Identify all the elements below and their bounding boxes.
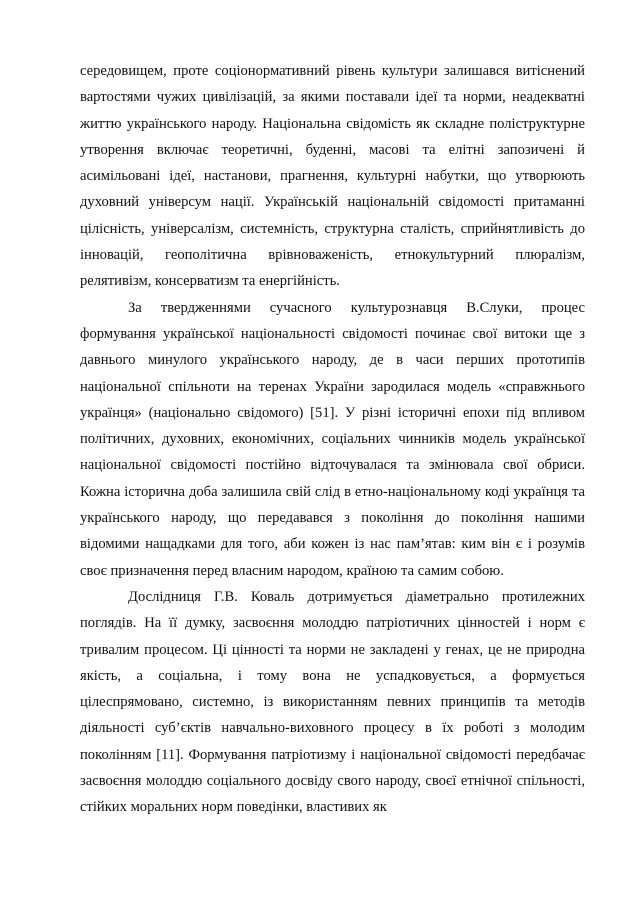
paragraph-1: середовищем, проте соціонормативний рівень культури залишався витіснений вартостями чужих цивілізацій, за якими поставали ідеї та норми, неадекватні життю українського народу. Національна свідомість як складне поліструктурне утворення включає теоретичні, буденні, масові та елітні запозичені й асимільовані ідеї, настанови, прагнення, культурні набутки, що утворюють духовний універсум нації. Українській національній свідомості притаманні цілісність, універсалізм, системність, структурна сталість, сприйнятливість до інновацій, геополітична врівноваженість, етнокультурний плюралізм, релятивізм, консерватизм та енергійність.: [80, 63, 585, 290]
paragraph-3: Дослідниця Г.В. Коваль дотримується діаметрально протилежних поглядів. На її думку, засвоєння молоддю патріотичних цінностей і норм є тривалим процесом. Ці цінності та норми не закладені у генах, це не природна якість, а соціальна, і тому вона не успадковується, а формується цілеспрямовано, системно, із використанням певних принципів та методів діяльності суб’єктів навчально-виховного процесу в їх роботі з молодим поколінням [11]. Формування патріотизму і національної свідомості передбачає засвоєння молоддю соціального досвіду свого народу, своєї етнічної спільності, стійких моральних норм поведінки, властивих як: [80, 588, 585, 816]
paragraph-2: За твердженнями сучасного культурознавця В.Слуки, процес формування української національності свідомості починає свої витоки ще з давнього минулого українського народу, де в часи перших прототипів національної спільноти на теренах України зародилася модель «справжнього українця» (національно свідомого) [51]. У різні історичні епохи під впливом політичних, духовних, економічних, соціальних чинників модель української національної свідомості постійно відточувалася та змінювала свої обриси. Кожна історична доба залишила свій слід в етно-національному коді українця та українського народу, що передавався з покоління до покоління нашими відомими нащадками для того, аби кожен із нас пам’ятав: ким він є і розумів своє призначення перед власним народом, країною та самим собою.: [80, 299, 585, 579]
document-page: [80, 58, 585, 821]
